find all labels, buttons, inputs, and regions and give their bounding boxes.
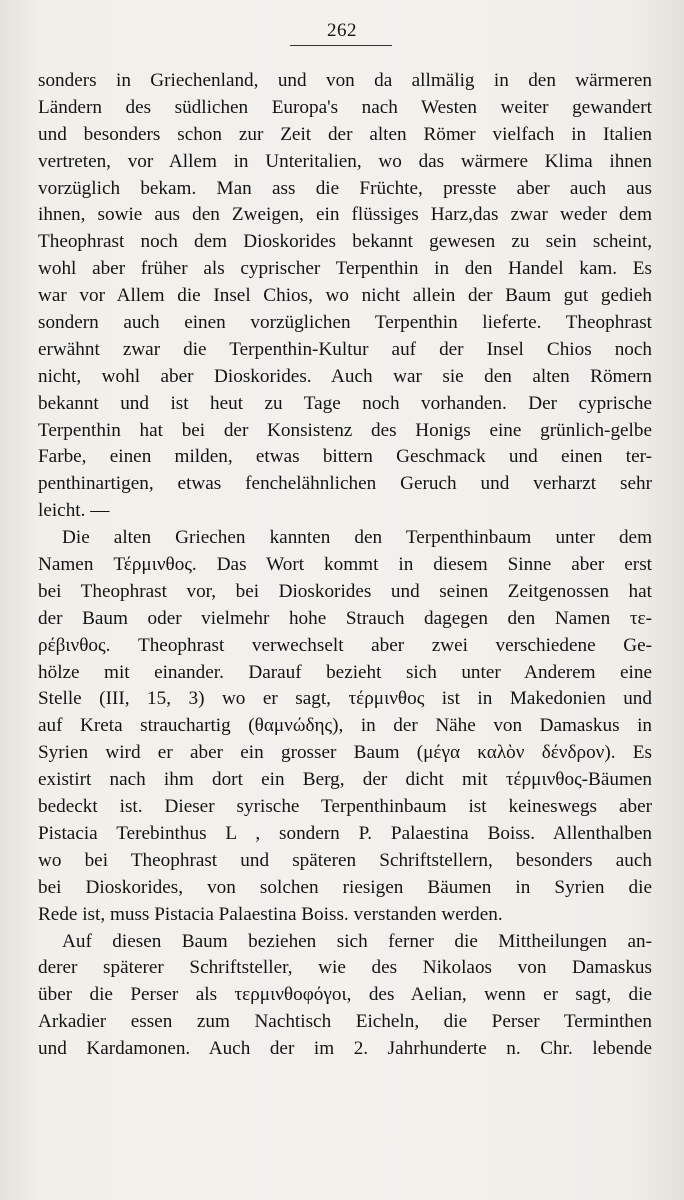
text-line: sonders in Griechenland, und von da allmälig in den wärmeren xyxy=(38,70,652,91)
text-line: auf Kreta strauchartig (θαμνώδης), in der Nähe von Damaskus in xyxy=(38,715,652,737)
text-line: über die Perser als τερμινθοφόγοι, des Aelian, wenn er sagt, die xyxy=(38,984,652,1006)
text-line: bekannt und ist heut zu Tage noch vorhanden. Der cyprische xyxy=(38,392,652,414)
text-line: Stelle (III, 15, 3) wo er sagt, τέρμινθος ist in Makedonien und xyxy=(38,688,652,710)
text-line: bei Dioskorides, von solchen riesigen Bäumen in Syrien die xyxy=(38,876,652,898)
text-line: derer späterer Schriftsteller, wie des Nikolaos von Damaskus xyxy=(38,957,652,979)
text-line: penthinartigen, etwas fenchelähnlichen Geruch und verharzt sehr xyxy=(38,473,652,495)
text-line: Theophrast noch dem Dioskorides bekannt gewesen zu sein scheint, xyxy=(38,231,652,253)
body-text xyxy=(38,68,652,1063)
text-line: der Baum oder vielmehr hohe Strauch dagegen den Namen τε- xyxy=(38,607,652,629)
text-line: vertreten, vor Allem in Unteritalien, wo das wärmere Klima ihnen xyxy=(38,150,652,172)
text-line: Terpenthin hat bei der Konsistenz des Honigs eine grünlich-gelbe xyxy=(38,419,652,441)
text-line: existirt nach ihm dort ein Berg, der dicht mit τέρμινθος-Bäumen xyxy=(38,769,652,791)
text-line: und besonders schon zur Zeit der alten Römer vielfach in Italien xyxy=(38,123,652,145)
text-line: leicht. — xyxy=(38,500,110,522)
text-line: Rede ist, muss Pistacia Palaestina Boiss. verstanden werden. xyxy=(38,903,503,925)
text-line: Syrien wird er aber ein grosser Baum (μέγα καλὸν δένδρον). Es xyxy=(38,742,652,764)
text-line: und Kardamonen. Auch der im 2. Jahrhunderte n. Chr. lebende xyxy=(38,1038,652,1060)
text-line: wohl aber früher als cyprischer Terpenthin in den Handel kam. Es xyxy=(38,258,652,280)
header-rule xyxy=(290,45,392,46)
text-line: bei Theophrast vor, bei Dioskorides und seinen Zeitgenossen hat xyxy=(38,580,652,602)
text-line: bedeckt ist. Dieser syrische Terpenthinbaum ist keineswegs aber xyxy=(38,796,652,818)
text-line: vorzüglich bekam. Man ass die Früchte, presste aber auch aus xyxy=(38,177,652,199)
text-line: Farbe, einen milden, etwas bittern Geschmack und einen ter- xyxy=(38,446,652,468)
text-line: erwähnt zwar die Terpenthin-Kultur auf der Insel Chios noch xyxy=(38,338,652,360)
text-line: Auf diesen Baum beziehen sich ferner die Mittheilungen an- xyxy=(62,930,652,952)
text-line: sondern auch einen vorzüglichen Terpenthin lieferte. Theophrast xyxy=(38,312,652,334)
text-line: Namen Τέρμινθος. Das Wort kommt in diesem Sinne aber erst xyxy=(38,554,652,576)
text-line: Die alten Griechen kannten den Terpenthinbaum unter dem xyxy=(62,527,652,549)
text-line: war vor Allem die Insel Chios, wo nicht allein der Baum gut gedieh xyxy=(38,285,652,307)
text-line: ρέβινθος. Theophrast verwechselt aber zwei verschiedene Ge- xyxy=(38,634,652,656)
text-line: Ländern des südlichen Europa's nach Westen weiter gewandert xyxy=(38,96,652,118)
text-line: wo bei Theophrast und späteren Schriftstellern, besonders auch xyxy=(38,849,652,871)
text-line: Pistacia Terebinthus L , sondern P. Palaestina Boiss. Allenthalben xyxy=(38,822,652,844)
text-line: hölze mit einander. Darauf bezieht sich unter Anderem eine xyxy=(38,661,652,683)
page-number: 262 xyxy=(327,20,357,41)
text-line: ihnen, sowie aus den Zweigen, ein flüssiges Harz,das zwar weder dem xyxy=(38,204,652,226)
text-line: Arkadier essen zum Nachtisch Eicheln, die Perser Terminthen xyxy=(38,1011,652,1033)
text-line: nicht, wohl aber Dioskorides. Auch war sie den alten Römern xyxy=(38,365,652,387)
